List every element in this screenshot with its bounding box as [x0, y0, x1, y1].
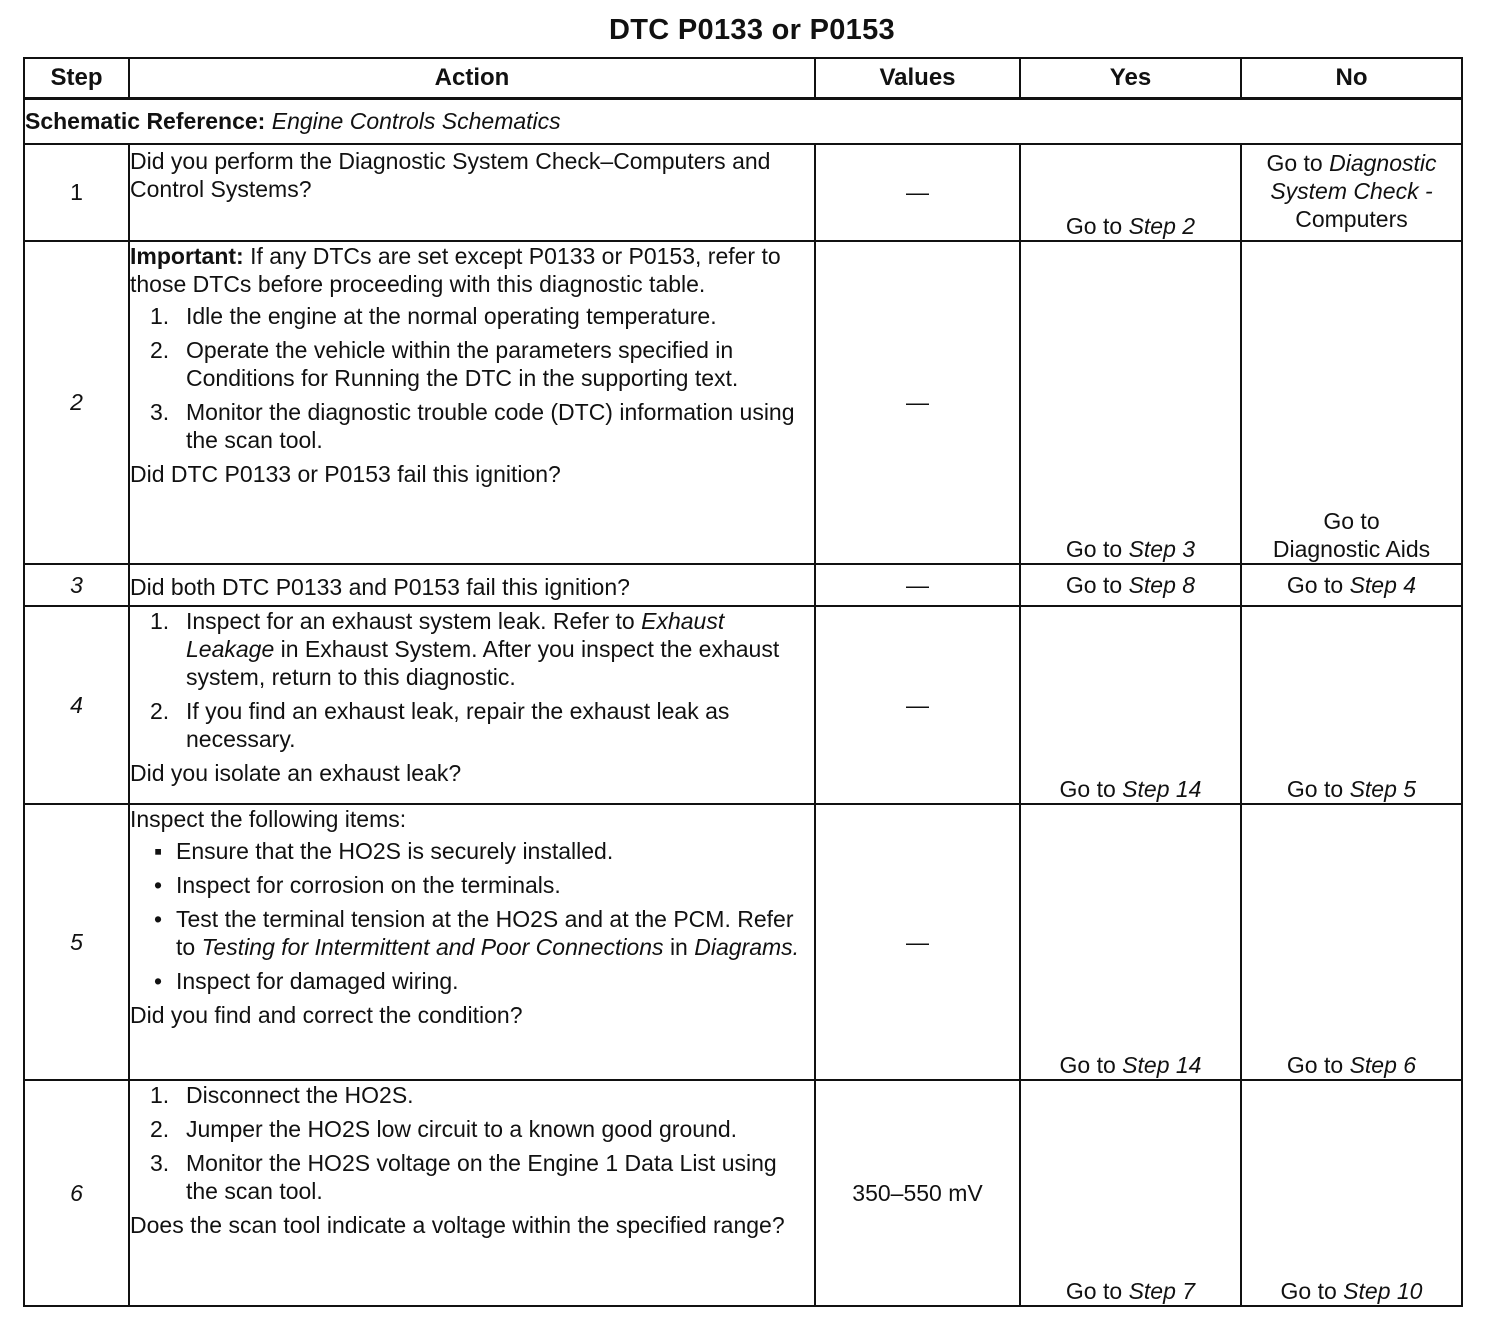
yes-target: Step 2 [1128, 212, 1196, 239]
values-cell: 350–550 mV [815, 1080, 1020, 1306]
header-row [24, 58, 1462, 99]
list-item: • Inspect for corrosion on the terminals. [154, 872, 561, 899]
action-cell [129, 144, 815, 241]
yes-target: Step 8 [1128, 571, 1196, 598]
important-text: If any DTCs are set except P0133 or P0153, refer to those DTCs before proceeding with this diagnostic table. [130, 243, 781, 298]
table-row [24, 564, 1462, 606]
go-to-text: Go to [1065, 571, 1123, 598]
no-target: Step 6 [1349, 1051, 1417, 1078]
go-to-text: Go to [1286, 571, 1344, 598]
step-number: 1 [24, 144, 129, 241]
action-cell [129, 241, 815, 564]
action-cell [129, 606, 815, 804]
step-number: 4 [24, 606, 129, 804]
action-cell [129, 1080, 815, 1306]
go-to-text: Go to [1266, 150, 1323, 176]
yes-target: Step 14 [1122, 775, 1202, 802]
go-to-text: Go to [1286, 1051, 1344, 1078]
step-number: 2 [24, 241, 129, 564]
list-item: 2. If you find an exhaust leak, repair the exhaust leak as necessary. [150, 698, 730, 753]
yes-cell [1020, 804, 1241, 1080]
table-row [24, 144, 1462, 241]
table-row [24, 1080, 1462, 1306]
go-to-text: Go to [1059, 775, 1116, 802]
list-item: 2. Operate the vehicle within the parameters specified in Conditions for Running the DTC in the supporting text. [150, 337, 739, 392]
action-question: Did you perform the Diagnostic System Check–Computers and Control Systems? [130, 148, 771, 203]
action-question: Did both DTC P0133 and P0153 fail this ignition? [130, 574, 630, 600]
no-cell [1241, 564, 1462, 606]
yes-target: Step 14 [1122, 1051, 1202, 1078]
table-row [24, 606, 1462, 804]
values-cell: — [815, 144, 1020, 241]
list-item: • Inspect for damaged wiring. [154, 968, 459, 995]
yes-cell [1020, 564, 1241, 606]
list-item: 1. Disconnect the HO2S. [150, 1082, 414, 1108]
list-item: 3. Monitor the diagnostic trouble code (DTC) information using the scan tool. [150, 399, 795, 454]
list-item: 1. Inspect for an exhaust system leak. Refer to Exhaust Leakage in Exhaust System. After you inspect the exhaust system, return to this diagnostic. [150, 608, 780, 691]
header-action: Action [129, 58, 815, 99]
action-intro: Inspect the following items: [130, 806, 407, 832]
values-cell: — [815, 241, 1020, 564]
go-to-text: Go to [1280, 1277, 1337, 1304]
yes-cell [1020, 1080, 1241, 1306]
go-to-text: Go to [1059, 1051, 1116, 1078]
go-to-text: Go to [1065, 1277, 1123, 1304]
important-label: Important: [130, 243, 244, 269]
schematic-reference-row [24, 99, 1462, 145]
go-to-text: Go to [1323, 507, 1380, 534]
list-item: 3. Monitor the HO2S voltage on the Engine 1 Data List using the scan tool. [150, 1150, 777, 1205]
no-target: Step 10 [1343, 1277, 1423, 1304]
numbered-list [130, 302, 814, 454]
action-question: Did DTC P0133 or P0153 fail this ignition? [130, 461, 561, 488]
values-cell: — [815, 804, 1020, 1080]
header-yes: Yes [1020, 58, 1241, 99]
action-question: Did you find and correct the condition? [130, 1002, 523, 1029]
action-question: Does the scan tool indicate a voltage within the specified range? [130, 1212, 785, 1239]
action-cell [129, 804, 815, 1080]
list-item: ▪ Ensure that the HO2S is securely installed. [154, 838, 614, 865]
action-cell [129, 564, 815, 606]
page-title: DTC P0133 or P0153 [609, 14, 895, 46]
yes-target: Step 3 [1128, 535, 1196, 562]
go-to-text: Go to [1065, 212, 1123, 239]
go-to-text: Go to [1286, 775, 1344, 802]
table-row [24, 241, 1462, 564]
values-cell: — [815, 564, 1020, 606]
list-item: • Test the terminal tension at the HO2S and at the PCM. Refer to Testing for Intermittent and Poor Connections in Diagrams. [154, 906, 800, 961]
no-cell [1241, 144, 1462, 241]
numbered-list [130, 607, 814, 753]
no-target: Step 4 [1349, 571, 1417, 598]
action-question: Did you isolate an exhaust leak? [130, 760, 462, 787]
no-target-rest: Computers [1295, 206, 1408, 233]
yes-cell [1020, 241, 1241, 564]
no-target-link: Diagnostic System Check - [1270, 150, 1437, 205]
no-target: Diagnostic Aids [1272, 535, 1431, 562]
schematic-reference [24, 99, 1462, 145]
schematic-value: Engine Controls Schematics [271, 108, 561, 135]
yes-cell [1020, 144, 1241, 241]
bullet-list [130, 837, 814, 995]
values-cell: — [815, 606, 1020, 804]
table-row [24, 804, 1462, 1080]
yes-target: Step 7 [1128, 1277, 1196, 1304]
yes-cell [1020, 606, 1241, 804]
diagnostic-table [23, 57, 1463, 1307]
step-number: 6 [24, 1080, 129, 1306]
no-cell [1241, 606, 1462, 804]
header-no: No [1241, 58, 1462, 99]
schematic-label: Schematic Reference: [25, 108, 266, 135]
no-cell [1241, 241, 1462, 564]
numbered-list [130, 1081, 814, 1205]
important-note [130, 242, 814, 298]
header-values: Values [815, 58, 1020, 99]
no-cell [1241, 1080, 1462, 1306]
list-item: 2. Jumper the HO2S low circuit to a known good ground. [150, 1116, 738, 1143]
header-step: Step [24, 58, 129, 99]
no-cell [1241, 804, 1462, 1080]
list-item: 1. Idle the engine at the normal operating temperature. [150, 303, 717, 330]
go-to-text: Go to [1065, 535, 1123, 562]
no-target: Step 5 [1349, 775, 1417, 802]
step-number: 3 [24, 564, 129, 606]
step-number: 5 [24, 804, 129, 1080]
